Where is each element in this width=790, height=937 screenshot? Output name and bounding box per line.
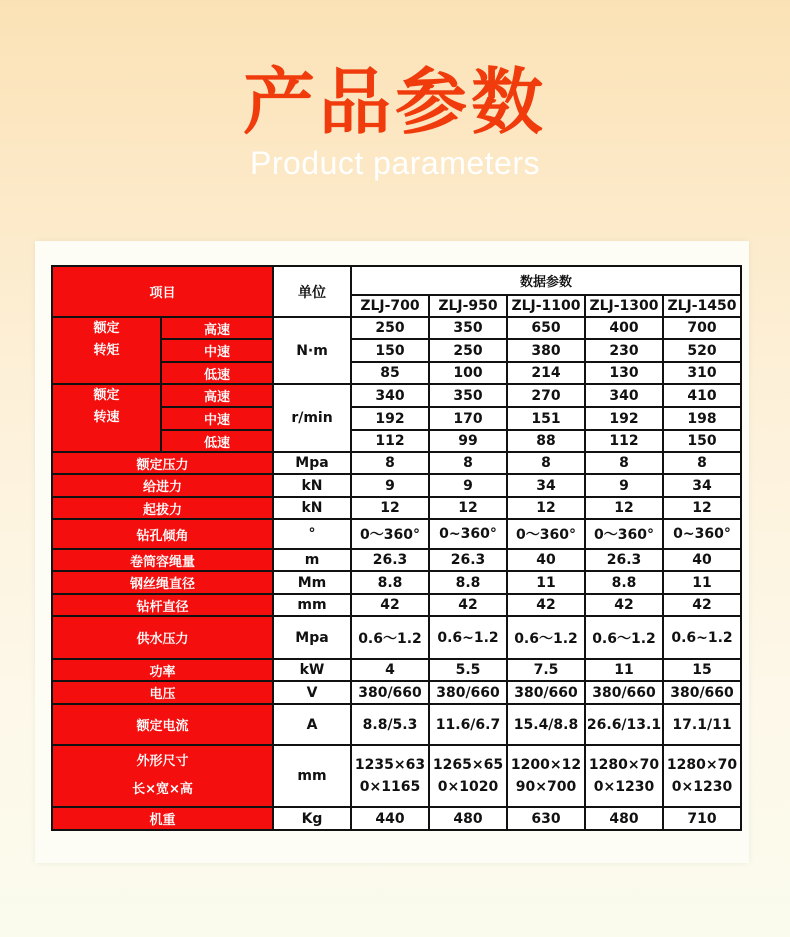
value-cell: 42 <box>507 594 585 616</box>
value-cell: 4 <box>351 659 429 681</box>
value-cell: 0.6~1.2 <box>663 616 741 659</box>
row-label: 卷筒容绳量 <box>52 549 273 571</box>
value-cell: 0.6~1.2 <box>429 616 507 659</box>
unit-cell: Mpa <box>273 452 351 474</box>
value-cell: 198 <box>663 407 741 430</box>
value-cell: 150 <box>663 430 741 452</box>
unit-cell: mm <box>273 745 351 807</box>
value-cell: 650 <box>507 317 585 339</box>
dimensions-label-line2: 长×宽×高 <box>132 782 193 797</box>
value-cell: 8 <box>585 452 663 474</box>
unit-cell: ° <box>273 519 351 549</box>
torque-label <box>52 317 161 384</box>
row-label: 机重 <box>52 807 273 830</box>
value-line: 0×1020 <box>437 779 499 795</box>
speed-mid: 中速 <box>161 339 273 362</box>
value-cell: 480 <box>585 807 663 830</box>
rotation-unit: r/min <box>273 384 351 452</box>
value-cell: 150 <box>351 339 429 362</box>
value-cell: 40 <box>507 549 585 571</box>
value-cell: 380/660 <box>429 681 507 704</box>
row-label: 钻孔倾角 <box>52 519 273 549</box>
value-cell: 0.6～1.2 <box>351 616 429 659</box>
row-label: 功率 <box>52 659 273 681</box>
row-label: 额定电流 <box>52 704 273 745</box>
value-cell: 7.5 <box>507 659 585 681</box>
model-header: ZLJ-1450 <box>663 295 741 317</box>
value-line: 1235×63 <box>354 757 426 773</box>
value-cell: 9 <box>351 474 429 497</box>
speed-high: 高速 <box>161 317 273 339</box>
row-label: 钻杆直径 <box>52 594 273 616</box>
page-title: 产品参数 <box>242 60 547 144</box>
value-cell: 12 <box>507 497 585 519</box>
value-cell: 410 <box>663 384 741 407</box>
value-cell: 11 <box>663 571 741 594</box>
value-cell: 88 <box>507 430 585 452</box>
value-cell: 380/660 <box>507 681 585 704</box>
dimensions-label-line1: 外形尺寸 <box>136 754 189 769</box>
value-cell: 0～360° <box>351 519 429 549</box>
rotation-label <box>52 384 161 452</box>
value-cell: 40 <box>663 549 741 571</box>
value-cell: 151 <box>507 407 585 430</box>
value-cell: 340 <box>585 384 663 407</box>
value-cell: 192 <box>351 407 429 430</box>
value-cell <box>663 745 741 807</box>
value-cell: 8 <box>663 452 741 474</box>
value-cell: 350 <box>429 317 507 339</box>
value-cell: 34 <box>663 474 741 497</box>
row-label: 电压 <box>52 681 273 704</box>
value-cell: 8.8 <box>585 571 663 594</box>
value-cell: 230 <box>585 339 663 362</box>
value-cell <box>429 745 507 807</box>
value-cell: 0～360° <box>585 519 663 549</box>
value-cell: 112 <box>351 430 429 452</box>
speed-low: 低速 <box>161 430 273 452</box>
speed-low: 低速 <box>161 362 273 384</box>
value-line: 90×700 <box>515 779 577 795</box>
value-cell: 8.8 <box>351 571 429 594</box>
value-cell: 0.6～1.2 <box>507 616 585 659</box>
value-cell <box>585 745 663 807</box>
value-cell: 12 <box>585 497 663 519</box>
value-cell: 440 <box>351 807 429 830</box>
spec-table <box>51 265 742 831</box>
value-cell: 12 <box>663 497 741 519</box>
row-label: 给进力 <box>52 474 273 497</box>
value-cell: 112 <box>585 430 663 452</box>
value-cell: 520 <box>663 339 741 362</box>
value-line: 0×1230 <box>671 779 733 795</box>
unit-cell: Mpa <box>273 616 351 659</box>
value-cell: 26.3 <box>585 549 663 571</box>
value-cell: 26.3 <box>351 549 429 571</box>
value-cell: 250 <box>351 317 429 339</box>
value-cell: 0.6～1.2 <box>585 616 663 659</box>
unit-cell: kN <box>273 497 351 519</box>
speed-mid: 中速 <box>161 407 273 430</box>
dimensions-label <box>52 745 273 807</box>
torque-label-line2: 转矩 <box>93 343 120 358</box>
value-cell: 380/660 <box>351 681 429 704</box>
value-cell: 192 <box>585 407 663 430</box>
value-cell: 710 <box>663 807 741 830</box>
model-header: ZLJ-1100 <box>507 295 585 317</box>
row-label: 供水压力 <box>52 616 273 659</box>
torque-unit: N·m <box>273 317 351 384</box>
value-cell: 8 <box>429 452 507 474</box>
value-cell <box>351 745 429 807</box>
unit-cell: Mm <box>273 571 351 594</box>
torque-label-line1: 额定 <box>93 321 120 336</box>
row-label: 额定压力 <box>52 452 273 474</box>
value-cell: 15 <box>663 659 741 681</box>
value-cell: 17.1/11 <box>663 704 741 745</box>
value-cell: 0~360° <box>663 519 741 549</box>
value-cell: 5.5 <box>429 659 507 681</box>
header-unit: 单位 <box>273 266 351 317</box>
value-line: 1200×12 <box>510 757 582 773</box>
value-cell: 100 <box>429 362 507 384</box>
unit-cell: mm <box>273 594 351 616</box>
model-header: ZLJ-950 <box>429 295 507 317</box>
value-cell: 340 <box>351 384 429 407</box>
value-cell: 350 <box>429 384 507 407</box>
unit-cell: V <box>273 681 351 704</box>
value-cell: 380/660 <box>663 681 741 704</box>
value-line: 1265×65 <box>432 757 504 773</box>
value-line: 1280×70 <box>666 757 738 773</box>
value-line: 1280×70 <box>588 757 660 773</box>
value-cell: 99 <box>429 430 507 452</box>
row-label: 起拔力 <box>52 497 273 519</box>
value-cell: 8 <box>507 452 585 474</box>
rotation-label-line2: 转速 <box>93 410 120 425</box>
header-item: 项目 <box>52 266 273 317</box>
value-cell: 12 <box>351 497 429 519</box>
unit-cell: Kg <box>273 807 351 830</box>
value-line: 0×1165 <box>359 779 421 795</box>
value-cell: 170 <box>429 407 507 430</box>
value-cell: 480 <box>429 807 507 830</box>
value-cell: 0~360° <box>429 519 507 549</box>
value-cell: 400 <box>585 317 663 339</box>
header-data: 数据参数 <box>351 266 741 295</box>
value-cell: 0～360° <box>507 519 585 549</box>
value-cell: 380/660 <box>585 681 663 704</box>
rotation-label-line1: 额定 <box>93 388 120 403</box>
value-cell: 11 <box>507 571 585 594</box>
page-subtitle: Product parameters <box>249 145 540 181</box>
value-cell: 42 <box>663 594 741 616</box>
value-cell: 9 <box>429 474 507 497</box>
value-cell: 42 <box>429 594 507 616</box>
value-cell: 85 <box>351 362 429 384</box>
unit-cell: kN <box>273 474 351 497</box>
model-header: ZLJ-1300 <box>585 295 663 317</box>
speed-high: 高速 <box>161 384 273 407</box>
value-cell: 250 <box>429 339 507 362</box>
value-cell: 26.6/13.1 <box>585 704 663 745</box>
value-cell: 214 <box>507 362 585 384</box>
value-cell: 380 <box>507 339 585 362</box>
value-cell: 270 <box>507 384 585 407</box>
value-cell <box>507 745 585 807</box>
value-cell: 9 <box>585 474 663 497</box>
value-cell: 130 <box>585 362 663 384</box>
value-cell: 34 <box>507 474 585 497</box>
row-label: 钢丝绳直径 <box>52 571 273 594</box>
value-cell: 310 <box>663 362 741 384</box>
unit-cell: kW <box>273 659 351 681</box>
value-cell: 630 <box>507 807 585 830</box>
unit-cell: A <box>273 704 351 745</box>
value-cell: 11.6/6.7 <box>429 704 507 745</box>
value-cell: 8.8/5.3 <box>351 704 429 745</box>
model-header: ZLJ-700 <box>351 295 429 317</box>
value-cell: 8 <box>351 452 429 474</box>
unit-cell: m <box>273 549 351 571</box>
value-cell: 42 <box>351 594 429 616</box>
value-cell: 12 <box>429 497 507 519</box>
value-cell: 11 <box>585 659 663 681</box>
value-cell: 8.8 <box>429 571 507 594</box>
value-cell: 700 <box>663 317 741 339</box>
value-cell: 15.4/8.8 <box>507 704 585 745</box>
value-line: 0×1230 <box>593 779 655 795</box>
value-cell: 42 <box>585 594 663 616</box>
value-cell: 26.3 <box>429 549 507 571</box>
